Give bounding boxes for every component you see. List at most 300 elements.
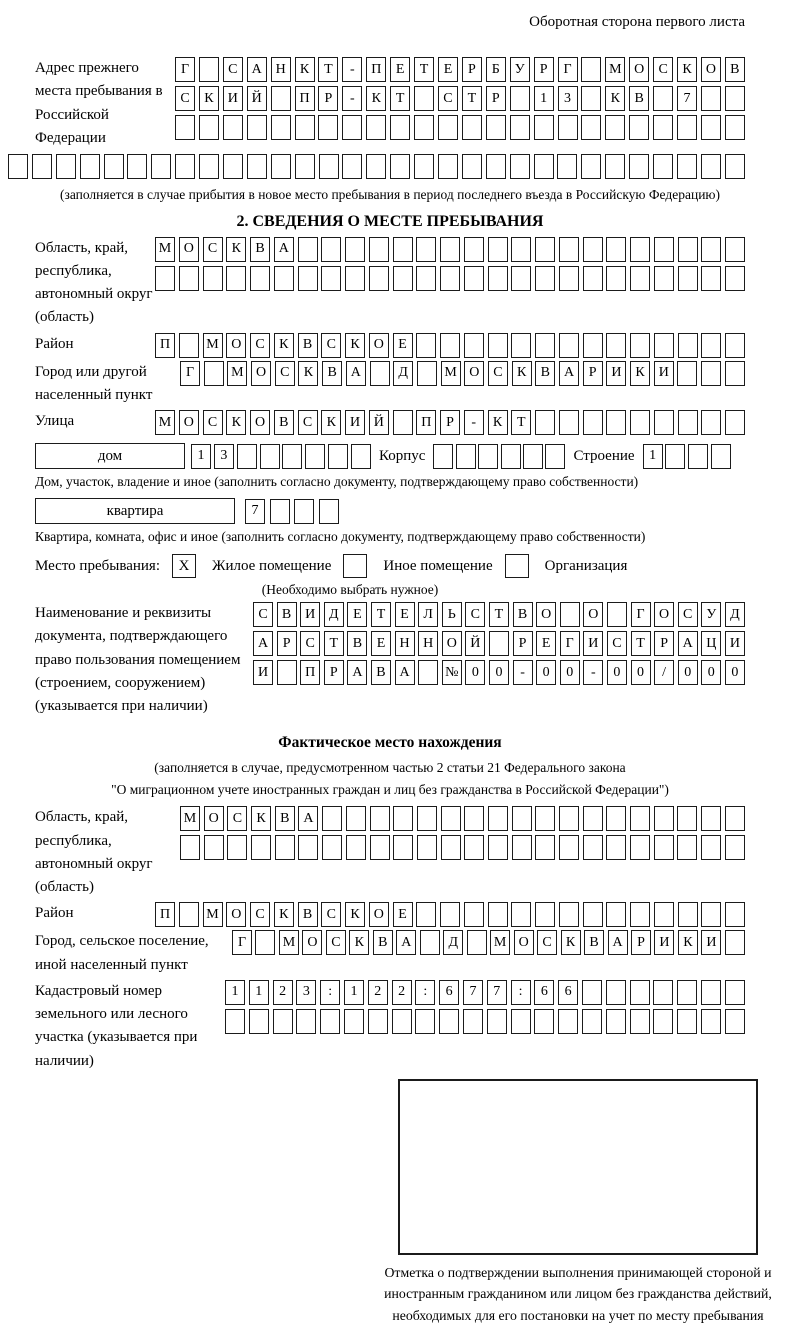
- char-box[interactable]: Т: [390, 86, 410, 111]
- char-box[interactable]: [296, 1009, 316, 1034]
- char-box[interactable]: К: [274, 902, 294, 927]
- char-box[interactable]: [488, 902, 508, 927]
- char-box[interactable]: [319, 499, 339, 524]
- char-box[interactable]: В: [250, 237, 270, 262]
- char-box[interactable]: [275, 835, 295, 860]
- char-box[interactable]: [32, 154, 52, 179]
- char-box[interactable]: 3: [214, 444, 234, 469]
- char-box[interactable]: [255, 930, 275, 955]
- char-box[interactable]: 6: [534, 980, 554, 1005]
- char-box[interactable]: 1: [225, 980, 245, 1005]
- char-box[interactable]: [393, 237, 413, 262]
- char-box[interactable]: 0: [725, 660, 745, 685]
- char-box[interactable]: [653, 1009, 673, 1034]
- char-box[interactable]: Т: [324, 631, 344, 656]
- char-box[interactable]: [725, 86, 745, 111]
- char-box[interactable]: [251, 835, 271, 860]
- char-box[interactable]: [559, 806, 579, 831]
- char-box[interactable]: И: [223, 86, 243, 111]
- char-box[interactable]: [366, 154, 386, 179]
- char-box[interactable]: С: [678, 602, 698, 627]
- char-box[interactable]: [370, 806, 390, 831]
- char-box[interactable]: Д: [443, 930, 463, 955]
- char-box[interactable]: [270, 499, 290, 524]
- char-box[interactable]: [701, 806, 721, 831]
- char-box[interactable]: [488, 806, 508, 831]
- char-box[interactable]: [711, 444, 731, 469]
- char-box[interactable]: О: [179, 410, 199, 435]
- char-box[interactable]: [701, 410, 721, 435]
- char-box[interactable]: [654, 266, 674, 291]
- char-box[interactable]: Е: [438, 57, 458, 82]
- char-box[interactable]: [277, 660, 297, 685]
- char-box[interactable]: С: [607, 631, 627, 656]
- char-box[interactable]: [606, 266, 626, 291]
- char-box[interactable]: Р: [440, 410, 460, 435]
- char-box[interactable]: К: [226, 237, 246, 262]
- char-box[interactable]: [416, 266, 436, 291]
- char-box[interactable]: [345, 237, 365, 262]
- char-box[interactable]: К: [295, 57, 315, 82]
- char-box[interactable]: [420, 930, 440, 955]
- char-box[interactable]: [725, 115, 745, 140]
- char-box[interactable]: 2: [368, 980, 388, 1005]
- char-box[interactable]: [677, 154, 697, 179]
- char-box[interactable]: [559, 410, 579, 435]
- char-box[interactable]: [510, 86, 530, 111]
- char-box[interactable]: [677, 835, 697, 860]
- char-box[interactable]: [226, 266, 246, 291]
- char-box[interactable]: О: [251, 361, 271, 386]
- char-box[interactable]: [273, 1009, 293, 1034]
- char-box[interactable]: -: [583, 660, 603, 685]
- char-box[interactable]: [318, 115, 338, 140]
- char-box[interactable]: Н: [271, 57, 291, 82]
- char-box[interactable]: В: [373, 930, 393, 955]
- char-box[interactable]: 7: [487, 980, 507, 1005]
- char-box[interactable]: [414, 115, 434, 140]
- char-box[interactable]: К: [298, 361, 318, 386]
- char-box[interactable]: [654, 902, 674, 927]
- char-box[interactable]: [535, 237, 555, 262]
- char-box[interactable]: [653, 154, 673, 179]
- char-box[interactable]: [417, 835, 437, 860]
- char-box[interactable]: [322, 835, 342, 860]
- char-box[interactable]: 2: [273, 980, 293, 1005]
- char-box[interactable]: [351, 444, 371, 469]
- char-box[interactable]: [486, 115, 506, 140]
- char-box[interactable]: А: [346, 361, 366, 386]
- char-box[interactable]: Г: [631, 602, 651, 627]
- char-box[interactable]: [678, 410, 698, 435]
- char-box[interactable]: [417, 361, 437, 386]
- char-box[interactable]: [606, 333, 626, 358]
- char-box[interactable]: [342, 154, 362, 179]
- char-box[interactable]: [630, 902, 650, 927]
- char-box[interactable]: К: [199, 86, 219, 111]
- char-box[interactable]: [199, 154, 219, 179]
- char-box[interactable]: [725, 266, 745, 291]
- char-box[interactable]: М: [203, 902, 223, 927]
- char-box[interactable]: 0: [560, 660, 580, 685]
- char-box[interactable]: В: [298, 333, 318, 358]
- char-box[interactable]: [606, 806, 626, 831]
- char-box[interactable]: И: [606, 361, 626, 386]
- char-box[interactable]: [462, 115, 482, 140]
- char-box[interactable]: [418, 660, 438, 685]
- char-box[interactable]: [725, 1009, 745, 1034]
- char-box[interactable]: П: [295, 86, 315, 111]
- char-box[interactable]: Г: [558, 57, 578, 82]
- char-box[interactable]: О: [701, 57, 721, 82]
- char-box[interactable]: Р: [513, 631, 533, 656]
- char-box[interactable]: [180, 835, 200, 860]
- char-box[interactable]: [725, 333, 745, 358]
- char-box[interactable]: [581, 86, 601, 111]
- char-box[interactable]: [654, 806, 674, 831]
- char-box[interactable]: [559, 835, 579, 860]
- char-box[interactable]: [630, 1009, 650, 1034]
- char-box[interactable]: [583, 806, 603, 831]
- char-box[interactable]: [605, 154, 625, 179]
- char-box[interactable]: Ь: [442, 602, 462, 627]
- char-box[interactable]: [701, 237, 721, 262]
- char-box[interactable]: О: [442, 631, 462, 656]
- char-box[interactable]: [559, 237, 579, 262]
- char-box[interactable]: [204, 835, 224, 860]
- char-box[interactable]: 1: [344, 980, 364, 1005]
- char-box[interactable]: Г: [175, 57, 195, 82]
- char-box[interactable]: №: [442, 660, 462, 685]
- char-box[interactable]: П: [155, 902, 175, 927]
- char-box[interactable]: [653, 115, 673, 140]
- char-box[interactable]: [127, 154, 147, 179]
- char-box[interactable]: [534, 1009, 554, 1034]
- char-box[interactable]: [654, 410, 674, 435]
- char-box[interactable]: [665, 444, 685, 469]
- char-box[interactable]: С: [300, 631, 320, 656]
- char-box[interactable]: А: [559, 361, 579, 386]
- char-box[interactable]: К: [512, 361, 532, 386]
- char-box[interactable]: [688, 444, 708, 469]
- char-box[interactable]: П: [300, 660, 320, 685]
- char-box[interactable]: М: [155, 237, 175, 262]
- char-box[interactable]: [179, 902, 199, 927]
- char-box[interactable]: Е: [395, 602, 415, 627]
- char-box[interactable]: [438, 154, 458, 179]
- char-box[interactable]: М: [490, 930, 510, 955]
- char-box[interactable]: [369, 237, 389, 262]
- char-box[interactable]: [535, 333, 555, 358]
- char-box[interactable]: Т: [462, 86, 482, 111]
- char-box[interactable]: [260, 444, 280, 469]
- char-box[interactable]: О: [179, 237, 199, 262]
- char-box[interactable]: [511, 1009, 531, 1034]
- char-box[interactable]: [510, 154, 530, 179]
- char-box[interactable]: [370, 835, 390, 860]
- char-box[interactable]: [701, 266, 721, 291]
- stay-option-other-checkbox[interactable]: [343, 554, 367, 578]
- char-box[interactable]: Г: [232, 930, 252, 955]
- char-box[interactable]: В: [371, 660, 391, 685]
- char-box[interactable]: [151, 154, 171, 179]
- char-box[interactable]: С: [326, 930, 346, 955]
- char-box[interactable]: [535, 266, 555, 291]
- char-box[interactable]: [440, 266, 460, 291]
- char-box[interactable]: [414, 86, 434, 111]
- char-box[interactable]: [606, 237, 626, 262]
- char-box[interactable]: [320, 1009, 340, 1034]
- char-box[interactable]: В: [629, 86, 649, 111]
- char-box[interactable]: [534, 115, 554, 140]
- char-box[interactable]: [725, 806, 745, 831]
- char-box[interactable]: И: [583, 631, 603, 656]
- char-box[interactable]: У: [701, 602, 721, 627]
- char-box[interactable]: [677, 361, 697, 386]
- char-box[interactable]: Р: [324, 660, 344, 685]
- char-box[interactable]: [464, 902, 484, 927]
- char-box[interactable]: С: [537, 930, 557, 955]
- stay-option-residential-checkbox[interactable]: X: [172, 554, 196, 578]
- char-box[interactable]: Б: [486, 57, 506, 82]
- char-box[interactable]: [558, 115, 578, 140]
- char-box[interactable]: [677, 980, 697, 1005]
- char-box[interactable]: М: [605, 57, 625, 82]
- char-box[interactable]: Д: [393, 361, 413, 386]
- char-box[interactable]: [175, 115, 195, 140]
- char-box[interactable]: [417, 806, 437, 831]
- char-box[interactable]: [414, 154, 434, 179]
- char-box[interactable]: О: [226, 902, 246, 927]
- char-box[interactable]: [677, 115, 697, 140]
- char-box[interactable]: [725, 237, 745, 262]
- char-box[interactable]: [501, 444, 521, 469]
- char-box[interactable]: С: [488, 361, 508, 386]
- char-box[interactable]: [204, 361, 224, 386]
- char-box[interactable]: [223, 115, 243, 140]
- char-box[interactable]: :: [511, 980, 531, 1005]
- char-box[interactable]: [463, 1009, 483, 1034]
- char-box[interactable]: [581, 115, 601, 140]
- char-box[interactable]: [583, 835, 603, 860]
- char-box[interactable]: Ц: [701, 631, 721, 656]
- char-box[interactable]: В: [725, 57, 745, 82]
- char-box[interactable]: [630, 835, 650, 860]
- char-box[interactable]: [298, 237, 318, 262]
- char-box[interactable]: [654, 835, 674, 860]
- char-box[interactable]: [510, 115, 530, 140]
- char-box[interactable]: И: [345, 410, 365, 435]
- char-box[interactable]: [179, 333, 199, 358]
- char-box[interactable]: [390, 154, 410, 179]
- char-box[interactable]: [606, 1009, 626, 1034]
- char-box[interactable]: И: [701, 930, 721, 955]
- char-box[interactable]: А: [347, 660, 367, 685]
- char-box[interactable]: К: [345, 902, 365, 927]
- char-box[interactable]: [535, 835, 555, 860]
- char-box[interactable]: П: [155, 333, 175, 358]
- char-box[interactable]: 0: [607, 660, 627, 685]
- char-box[interactable]: Т: [371, 602, 391, 627]
- char-box[interactable]: А: [298, 806, 318, 831]
- char-box[interactable]: [392, 1009, 412, 1034]
- char-box[interactable]: Р: [462, 57, 482, 82]
- char-box[interactable]: Е: [371, 631, 391, 656]
- char-box[interactable]: Г: [180, 361, 200, 386]
- char-box[interactable]: К: [561, 930, 581, 955]
- char-box[interactable]: Т: [318, 57, 338, 82]
- char-box[interactable]: [653, 86, 673, 111]
- char-box[interactable]: [605, 115, 625, 140]
- char-box[interactable]: [345, 266, 365, 291]
- char-box[interactable]: Е: [393, 333, 413, 358]
- char-box[interactable]: А: [247, 57, 267, 82]
- char-box[interactable]: [557, 154, 577, 179]
- char-box[interactable]: [511, 266, 531, 291]
- char-box[interactable]: [583, 902, 603, 927]
- char-box[interactable]: [390, 115, 410, 140]
- char-box[interactable]: [535, 806, 555, 831]
- char-box[interactable]: [582, 1009, 602, 1034]
- char-box[interactable]: Е: [393, 902, 413, 927]
- char-box[interactable]: О: [629, 57, 649, 82]
- char-box[interactable]: [440, 333, 460, 358]
- char-box[interactable]: [630, 980, 650, 1005]
- char-box[interactable]: С: [203, 237, 223, 262]
- char-box[interactable]: О: [204, 806, 224, 831]
- char-box[interactable]: [366, 115, 386, 140]
- char-box[interactable]: К: [678, 930, 698, 955]
- char-box[interactable]: Е: [347, 602, 367, 627]
- char-box[interactable]: [271, 86, 291, 111]
- char-box[interactable]: 1: [191, 444, 211, 469]
- char-box[interactable]: [237, 444, 257, 469]
- char-box[interactable]: [467, 930, 487, 955]
- char-box[interactable]: М: [180, 806, 200, 831]
- char-box[interactable]: [274, 266, 294, 291]
- char-box[interactable]: [298, 835, 318, 860]
- char-box[interactable]: [487, 1009, 507, 1034]
- char-box[interactable]: [653, 980, 673, 1005]
- char-box[interactable]: О: [226, 333, 246, 358]
- char-box[interactable]: У: [510, 57, 530, 82]
- char-box[interactable]: [606, 980, 626, 1005]
- char-box[interactable]: О: [302, 930, 322, 955]
- char-box[interactable]: М: [203, 333, 223, 358]
- char-box[interactable]: К: [274, 333, 294, 358]
- char-box[interactable]: [322, 806, 342, 831]
- char-box[interactable]: [678, 902, 698, 927]
- char-box[interactable]: 0: [536, 660, 556, 685]
- char-box[interactable]: Й: [465, 631, 485, 656]
- char-box[interactable]: [629, 154, 649, 179]
- char-box[interactable]: [606, 410, 626, 435]
- char-box[interactable]: И: [300, 602, 320, 627]
- char-box[interactable]: [282, 444, 302, 469]
- char-box[interactable]: [488, 237, 508, 262]
- char-box[interactable]: Р: [486, 86, 506, 111]
- char-box[interactable]: [534, 154, 554, 179]
- char-box[interactable]: С: [321, 333, 341, 358]
- char-box[interactable]: Д: [725, 602, 745, 627]
- char-box[interactable]: [535, 410, 555, 435]
- char-box[interactable]: [223, 154, 243, 179]
- char-box[interactable]: [294, 499, 314, 524]
- char-box[interactable]: [155, 266, 175, 291]
- char-box[interactable]: :: [415, 980, 435, 1005]
- char-box[interactable]: [247, 154, 267, 179]
- char-box[interactable]: [489, 631, 509, 656]
- char-box[interactable]: О: [654, 602, 674, 627]
- char-box[interactable]: [175, 154, 195, 179]
- char-box[interactable]: С: [653, 57, 673, 82]
- char-box[interactable]: К: [488, 410, 508, 435]
- char-box[interactable]: В: [347, 631, 367, 656]
- char-box[interactable]: [559, 902, 579, 927]
- char-box[interactable]: Р: [654, 631, 674, 656]
- char-box[interactable]: М: [279, 930, 299, 955]
- char-box[interactable]: Т: [511, 410, 531, 435]
- char-box[interactable]: [464, 806, 484, 831]
- char-box[interactable]: [725, 835, 745, 860]
- char-box[interactable]: К: [630, 361, 650, 386]
- char-box[interactable]: -: [342, 86, 362, 111]
- char-box[interactable]: [464, 237, 484, 262]
- char-box[interactable]: [560, 602, 580, 627]
- char-box[interactable]: [464, 266, 484, 291]
- char-box[interactable]: [328, 444, 348, 469]
- char-box[interactable]: П: [416, 410, 436, 435]
- char-box[interactable]: [701, 115, 721, 140]
- char-box[interactable]: [701, 154, 721, 179]
- char-box[interactable]: [701, 361, 721, 386]
- char-box[interactable]: [558, 1009, 578, 1034]
- char-box[interactable]: [441, 806, 461, 831]
- char-box[interactable]: [630, 806, 650, 831]
- char-box[interactable]: [582, 980, 602, 1005]
- char-box[interactable]: 6: [439, 980, 459, 1005]
- char-box[interactable]: Д: [324, 602, 344, 627]
- char-box[interactable]: [346, 806, 366, 831]
- char-box[interactable]: [319, 154, 339, 179]
- char-box[interactable]: С: [321, 902, 341, 927]
- char-box[interactable]: [581, 57, 601, 82]
- char-box[interactable]: К: [226, 410, 246, 435]
- char-box[interactable]: [606, 835, 626, 860]
- char-box[interactable]: М: [227, 361, 247, 386]
- char-box[interactable]: [247, 115, 267, 140]
- char-box[interactable]: О: [369, 902, 389, 927]
- char-box[interactable]: О: [536, 602, 556, 627]
- char-box[interactable]: [416, 237, 436, 262]
- char-box[interactable]: [523, 444, 543, 469]
- char-box[interactable]: [271, 154, 291, 179]
- char-box[interactable]: [464, 835, 484, 860]
- char-box[interactable]: С: [438, 86, 458, 111]
- char-box[interactable]: [179, 266, 199, 291]
- char-box[interactable]: [250, 266, 270, 291]
- char-box[interactable]: [305, 444, 325, 469]
- char-box[interactable]: [56, 154, 76, 179]
- char-box[interactable]: [654, 237, 674, 262]
- char-box[interactable]: [677, 1009, 697, 1034]
- char-box[interactable]: [104, 154, 124, 179]
- char-box[interactable]: Г: [560, 631, 580, 656]
- char-box[interactable]: [393, 266, 413, 291]
- char-box[interactable]: [606, 902, 626, 927]
- char-box[interactable]: Р: [277, 631, 297, 656]
- char-box[interactable]: 0: [465, 660, 485, 685]
